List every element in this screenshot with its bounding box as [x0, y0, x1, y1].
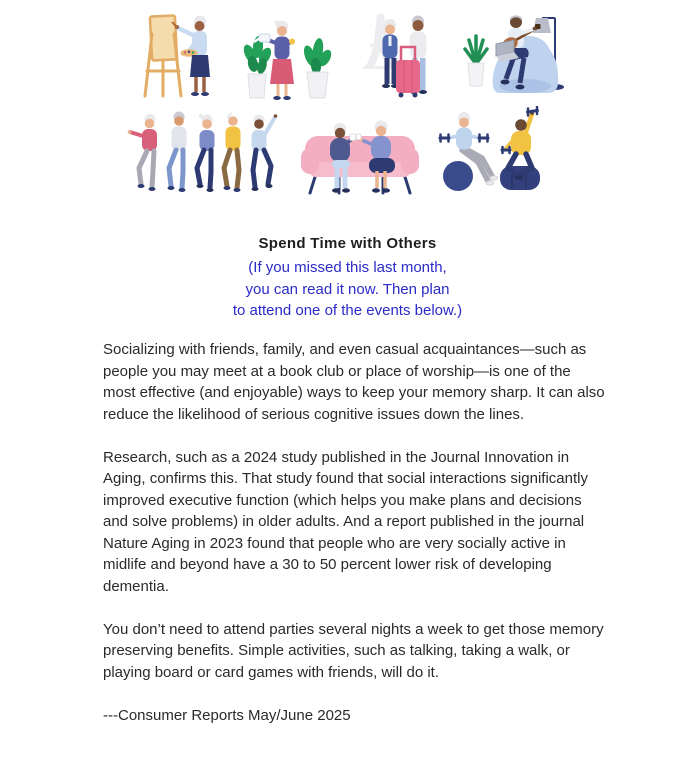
dancer-gray-jacket [168, 112, 187, 193]
traveling-couple-illustration [360, 6, 457, 102]
subtitle-line-3[interactable]: to attend one of the events below.) [232, 302, 463, 319]
article-title: Spend Time with Others [258, 235, 437, 252]
left-plant [241, 36, 273, 98]
dumbbell-right [479, 135, 488, 142]
watering-plants-illustration [232, 14, 334, 102]
illustration-collage [0, 0, 695, 205]
playing-guitar-illustration [456, 6, 564, 98]
painting-at-easel-illustration [138, 8, 228, 100]
missed-last-month-note[interactable] [0, 257, 695, 322]
woman-on-ball [440, 112, 498, 191]
paragraph-research: Research, such as a 2024 study published in the Journal Innovation in Aging, confirms this. That study found that social interactions significantly improved executive function (which helps you make plans and decisions and solve problems) in older adults. And a report published in the journal Nature Aging in 2023 found that people who are very socially active in midlife and beyond have a 30 to 50 percent lower risk of developing dementia. [103, 448, 588, 595]
dancer-light-blue [252, 114, 278, 191]
subtitle-line-1[interactable]: (If you missed this last month, [248, 259, 447, 276]
paragraph-socializing: Socializing with friends, family, and even casual acquaintances—such as people you may meet at a book club or place of worship—is one of the most effective (and enjoyable) ways to keep your memory sharp. It can also reduce the likelihood of serious cognitive issues down the lines. [103, 341, 605, 423]
subtitle-line-2[interactable]: you can read it now. Then plan [245, 280, 450, 298]
couch-chat-illustration [293, 116, 427, 200]
man-on-pouf [500, 107, 540, 190]
group-dancing-illustration [127, 104, 287, 202]
right-plant [302, 37, 334, 98]
spiky-plant [465, 36, 487, 86]
paragraph-simple-activities: You don’t need to attend parties several nights a week to get those memory preserving benefits. Simple activities, such as talking, taking a walk, or playing board or card games with friends, will do it. [103, 620, 604, 681]
article-body [103, 339, 606, 748]
exercise-pair-illustration [434, 106, 546, 196]
dancer-pink [128, 114, 157, 191]
pink-sofa [301, 136, 419, 193]
attribution: ---Consumer Reports May/June 2025 [103, 706, 351, 724]
article-header [0, 235, 695, 322]
dancer-yellow [224, 114, 241, 193]
dumbbell-left [440, 135, 449, 142]
dancer-periwinkle [197, 114, 215, 192]
